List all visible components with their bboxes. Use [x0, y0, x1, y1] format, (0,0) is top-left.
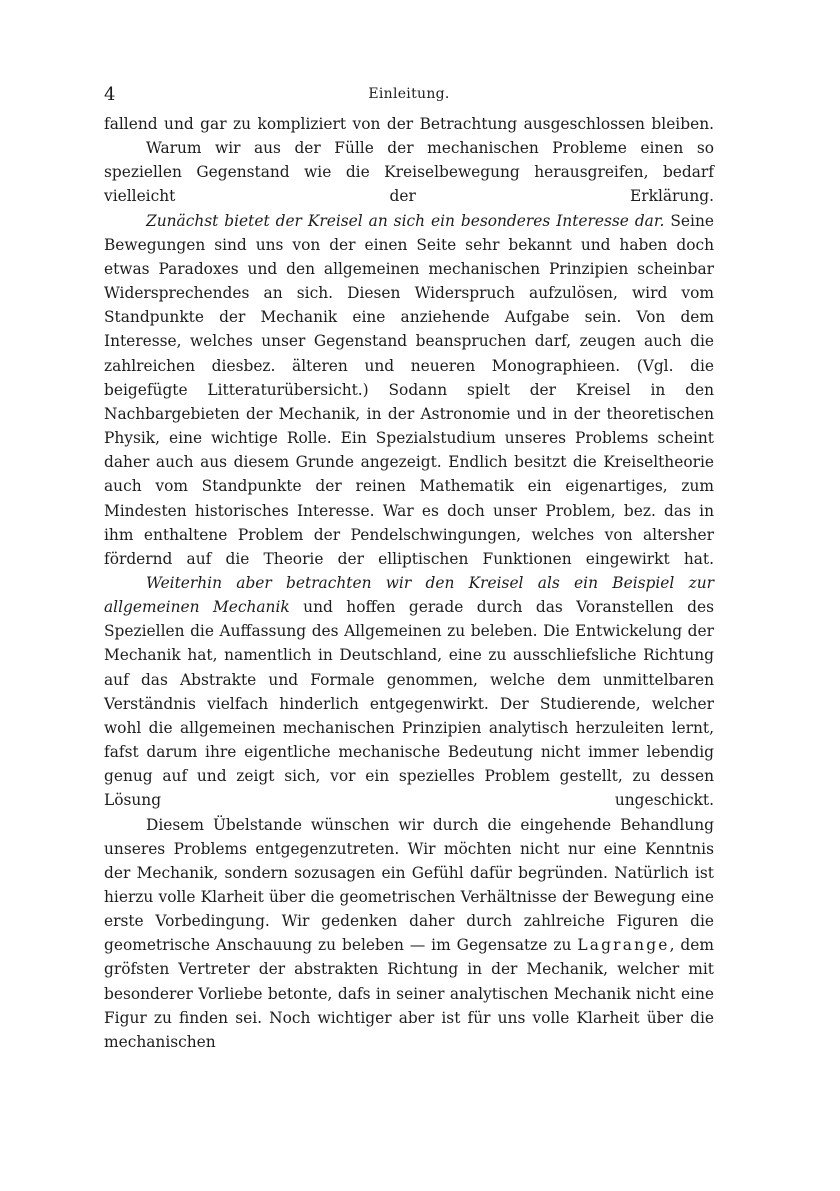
paragraph-interest	[104, 209, 714, 571]
page-number: 4	[104, 84, 116, 105]
running-title: Einleitung.	[368, 86, 450, 102]
paragraph-continuation	[104, 112, 714, 136]
body-text	[104, 112, 714, 1054]
paragraph-text: Warum wir aus der Fülle der mechanischen Probleme einen so speziellen Gegenstand wie die Kreiselbewegung herausgreifen, bedarf vielleicht der Erklärung.	[104, 139, 714, 206]
running-head	[104, 84, 714, 112]
paragraph-general-mechanics	[104, 571, 714, 813]
italic-lead: Weiterhin aber betrachten wir den Kreisel als ein Beispiel zur allgemeinen Mechanik	[104, 573, 714, 617]
book-page	[104, 84, 714, 1054]
paragraph-remedy	[104, 813, 714, 1055]
paragraph-text: fallend und gar zu kompliziert von der Betrachtung ausgeschlossen bleiben.	[104, 115, 714, 133]
paragraph-text: Seine Bewegungen sind uns von der einen Seite sehr bekannt und haben doch etwas Paradoxes und den allgemeinen mechanischen Prinzipien scheinbar Widersprechendes an sich. Diesen Widerspruch aufzulösen, wird vom Standpunkte der Mechanik eine anziehende Aufgabe sein. Von dem Interesse, welches unser Gegenstand beanspruchen darf, zeugen auch die zahlreichen diesbez. älteren und neueren Monographieen. (Vgl. die beigefügte Litteraturübersicht.) Sodann spielt der Kreisel in den Nachbargebieten der Mechanik, in der Astronomie und in der theoretischen Physik, eine wichtige Rolle. Ein Spezialstudium unseres Problems scheint daher auch aus diesem Grunde angezeigt. Endlich besitzt die Kreiseltheorie auch vom Standpunkte der reinen Mathematik ein eigenartiges, zum Mindesten historisches Interesse. War es doch unser Problem, bez. das in ihm enthaltene Problem der Pendelschwingungen, welches von altersher fördernd auf die Theorie der elliptischen Funktionen eingewirkt hat.	[104, 211, 714, 568]
paragraph-text: Diesem Übelstande wünschen wir durch die eingehende Behandlung unseres Problems entgegenzutreten. Wir möchten nicht nur eine Kenntnis der Mechanik, sondern sozusagen ein Gefühl dafür begründen. Natürlich ist hierzu volle Klarheit über die geometrischen Verhältnisse der Bewegung eine erste Vorbedingung. Wir gedenken daher durch zahlreiche Figuren die geometrische Anschauung zu beleben — im Gegensatze zu	[104, 815, 714, 955]
spaced-name-lagrange: Lagrange	[577, 936, 670, 955]
paragraph-text: und hoffen gerade durch das Voranstellen des Speziellen die Auffassung des Allgemeinen zu beleben. Die Entwickelung der Mechanik hat, namentlich in Deutschland, eine zu ausschliefsliche Richtung auf das Abstrakte und Formale genommen, welche dem unmittelbaren Verständnis vielfach hinderlich entgegenwirkt. Der Studierende, welcher wohl die allgemeinen mechanischen Prinzipien analytisch herzuleiten lernt, fafst darum ihre eigentliche mechanische Bedeutung nicht immer lebendig genug auf und zeigt sich, vor ein spezielles Problem gestellt, zu dessen Lösung ungeschickt.	[104, 598, 714, 810]
paragraph-motivation	[104, 136, 714, 208]
paragraph-text: , dem gröfsten Vertreter der abstrakten Richtung in der Mechanik, welcher mit besonderer Vorliebe betonte, dafs in seiner analytischen Mechanik nicht eine Figur zu finden sei. Noch wichtiger aber ist für uns volle Klarheit über die mechanischen	[104, 936, 714, 1051]
italic-lead: Zunächst bietet der Kreisel an sich ein besonderes Interesse dar.	[146, 211, 665, 230]
